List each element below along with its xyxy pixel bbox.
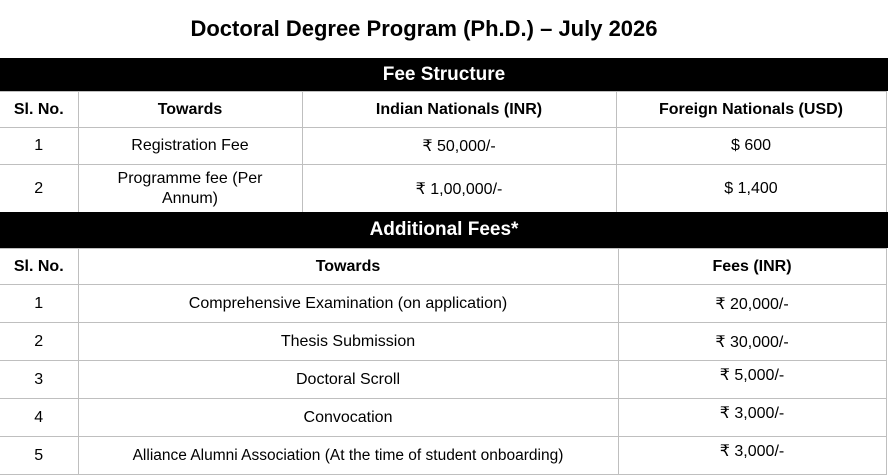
towards-cell: Doctoral Scroll bbox=[78, 361, 618, 399]
towards-cell: Convocation bbox=[78, 399, 618, 437]
additional-fees-heading bbox=[0, 212, 888, 248]
towards-line: Annum) bbox=[161, 189, 219, 207]
column-header: Fees (INR) bbox=[618, 249, 886, 285]
fee-cell bbox=[618, 437, 886, 475]
table-row bbox=[0, 165, 886, 213]
column-header: Indian Nationals (INR) bbox=[302, 92, 616, 128]
page-title: Doctoral Degree Program (Ph.D.) – July 2026 bbox=[190, 16, 658, 41]
column-header: Towards bbox=[78, 249, 618, 285]
usd-cell: $ 1,400 bbox=[616, 165, 886, 213]
additional-fees-heading-text: Additional Fees* bbox=[369, 219, 519, 240]
sl-no-cell: 3 bbox=[0, 361, 78, 399]
towards-cell: Comprehensive Examination (on application) bbox=[78, 285, 618, 323]
fee-structure-heading-text: Fee Structure bbox=[382, 63, 506, 85]
table-row bbox=[0, 399, 886, 437]
towards-line: Programme fee (Per bbox=[117, 169, 263, 187]
sl-no-cell: 2 bbox=[0, 165, 78, 213]
fee-value: ₹ 3,000/- bbox=[719, 443, 785, 460]
table-row bbox=[0, 285, 886, 323]
column-header: Sl. No. bbox=[0, 92, 78, 128]
column-header: Foreign Nationals (USD) bbox=[616, 92, 886, 128]
fee-cell bbox=[618, 361, 886, 399]
towards-cell: Alliance Alumni Association (At the time of student onboarding) bbox=[78, 437, 618, 475]
inr-cell: ₹ 50,000/- bbox=[302, 128, 616, 165]
column-header: Sl. No. bbox=[0, 249, 78, 285]
sl-no-cell: 5 bbox=[0, 437, 78, 475]
table-header-row bbox=[0, 249, 886, 285]
table-header-row bbox=[0, 92, 886, 128]
towards-cell bbox=[78, 165, 302, 213]
sl-no-cell: 4 bbox=[0, 399, 78, 437]
fee-value: ₹ 3,000/- bbox=[719, 405, 785, 422]
sl-no-cell: 2 bbox=[0, 323, 78, 361]
fee-structure-table bbox=[0, 91, 887, 213]
table-row bbox=[0, 323, 886, 361]
sl-no-cell: 1 bbox=[0, 128, 78, 165]
usd-cell: $ 600 bbox=[616, 128, 886, 165]
towards-cell: Registration Fee bbox=[78, 128, 302, 165]
column-header: Towards bbox=[78, 92, 302, 128]
additional-fees-table bbox=[0, 248, 887, 475]
sl-no-cell: 1 bbox=[0, 285, 78, 323]
fee-structure-heading bbox=[0, 58, 888, 91]
fee-cell: ₹ 30,000/- bbox=[618, 323, 886, 361]
table-row bbox=[0, 128, 886, 165]
fee-value: ₹ 5,000/- bbox=[719, 367, 785, 384]
fee-cell bbox=[618, 399, 886, 437]
fee-cell: ₹ 20,000/- bbox=[618, 285, 886, 323]
inr-cell: ₹ 1,00,000/- bbox=[302, 165, 616, 213]
towards-cell: Thesis Submission bbox=[78, 323, 618, 361]
table-row bbox=[0, 437, 886, 475]
table-row bbox=[0, 361, 886, 399]
